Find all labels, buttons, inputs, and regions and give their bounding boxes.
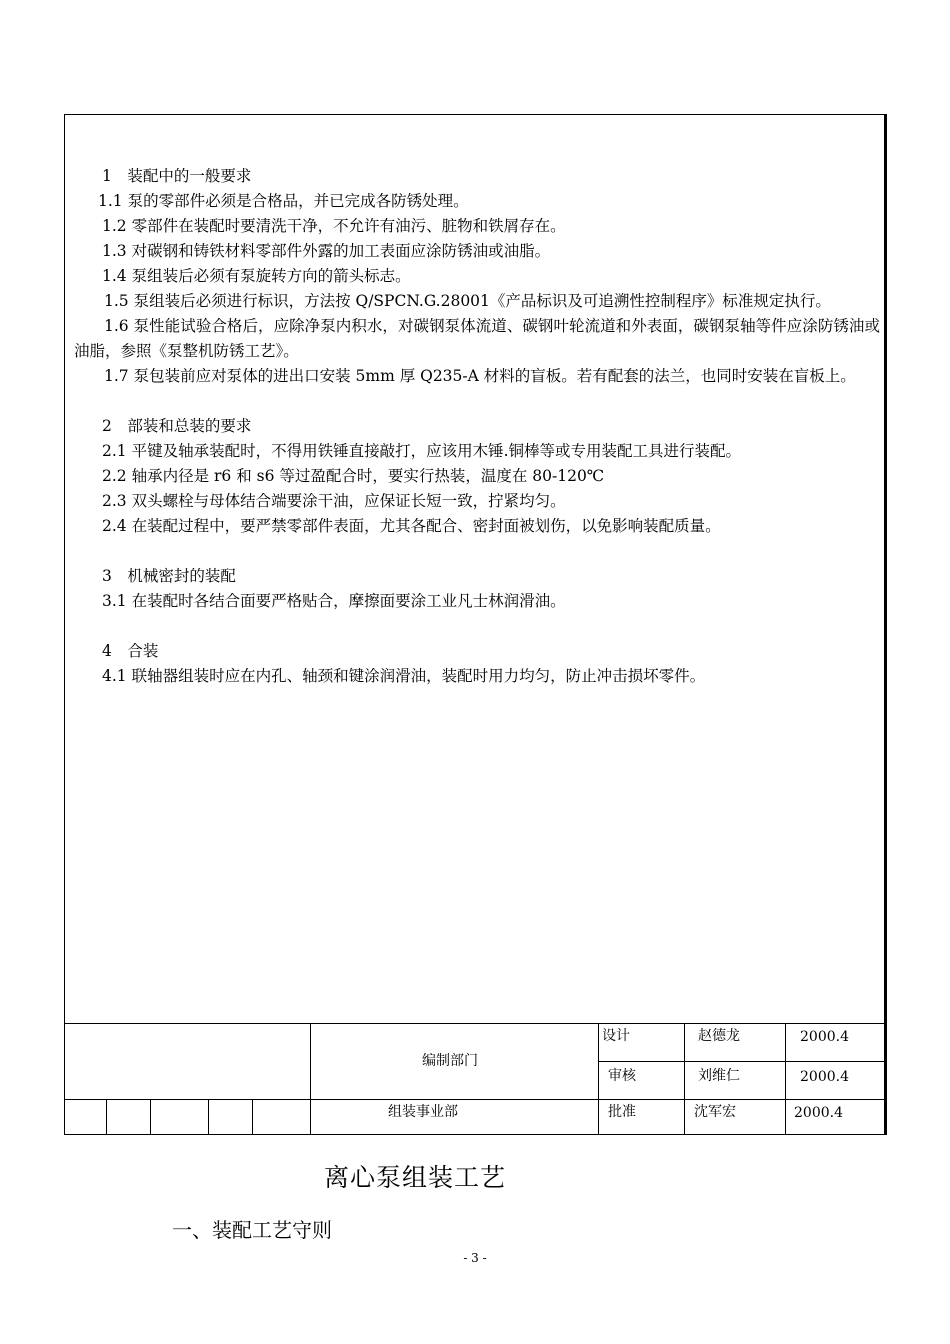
page-number: - 3 -	[463, 1251, 487, 1265]
section-1-heading: 1 装配中的一般要求	[102, 167, 252, 185]
rule-3-1: 3.1 在装配时各结合面要严格贴合，摩擦面要涂工业凡士林润滑油。	[102, 592, 566, 610]
rule-2-3: 2.3 双头螺栓与母体结合端要涂干油，应保证长短一致，拧紧均匀。	[102, 492, 566, 510]
document-title-text: 离心泵组装工艺	[323, 1163, 506, 1192]
approve-name: 沈军宏	[694, 1104, 736, 1120]
section-2-heading: 2 部装和总装的要求	[102, 417, 252, 435]
dept-label: 编制部门	[422, 1053, 478, 1069]
rule-1-3: 1.3 对碳钢和铸铁材料零部件外露的加工表面应涂防锈油或油脂。	[102, 242, 551, 260]
rule-1-2: 1.2 零部件在装配时要清洗干净，不允许有油污、脏物和铁屑存在。	[102, 217, 566, 235]
rule-1-4: 1.4 泵组装后必须有泵旋转方向的箭头标志。	[102, 267, 411, 285]
approve-label: 批准	[608, 1104, 636, 1120]
review-name: 刘维仁	[698, 1068, 740, 1084]
section-title: 一、装配工艺守则	[172, 1218, 332, 1242]
dept-value: 组装事业部	[388, 1104, 458, 1120]
section-3-heading: 3 机械密封的装配	[102, 567, 236, 585]
section-4-heading: 4 合装	[102, 642, 159, 660]
design-label: 设计	[602, 1028, 630, 1044]
signoff-table	[64, 1023, 886, 1135]
rule-2-1: 2.1 平键及轴承装配时，不得用铁锤直接敲打，应该用木锤.铜棒等或专用装配工具进行装配。	[102, 442, 742, 460]
approve-date: 2000.4	[794, 1105, 843, 1121]
process-rules-body	[74, 164, 880, 689]
frame-right-edge	[884, 114, 887, 1135]
rule-2-2: 2.2 轴承内径是 r6 和 s6 等过盈配合时，要实行热装，温度在 80-120℃	[102, 467, 605, 485]
rule-1-7: 1.7 泵包装前应对泵体的进出口安装 5mm 厚 Q235-A 材料的盲板。若有配套的法兰，也同时安装在盲板上。	[104, 367, 856, 385]
rule-1-1: 1.1 泵的零部件必须是合格品，并已完成各防锈处理。	[98, 192, 469, 210]
design-date: 2000.4	[800, 1029, 849, 1045]
rule-1-6: 1.6 泵性能试验合格后，应除净泵内积水，对碳钢泵体流道、碳钢叶轮流道和外表面，碳钢泵轴等件应涂防锈油或油脂，参照《泵整机防锈工艺》。	[74, 317, 880, 360]
review-date: 2000.4	[800, 1069, 849, 1085]
rule-1-5: 1.5 泵组装后必须进行标识，方法按 Q/SPCN.G.28001《产品标识及可追溯性控制程序》标准规定执行。	[104, 292, 831, 310]
rule-4-1: 4.1 联轴器组装时应在内孔、轴颈和键涂润滑油，装配时用力均匀，防止冲击损坏零件。	[102, 667, 706, 685]
document-title	[0, 1158, 950, 1194]
review-label: 审核	[608, 1068, 636, 1084]
rule-2-4: 2.4 在装配过程中，要严禁零部件表面，尤其各配合、密封面被划伤，以免影响装配质量。	[102, 517, 721, 535]
design-name: 赵德龙	[698, 1028, 740, 1044]
